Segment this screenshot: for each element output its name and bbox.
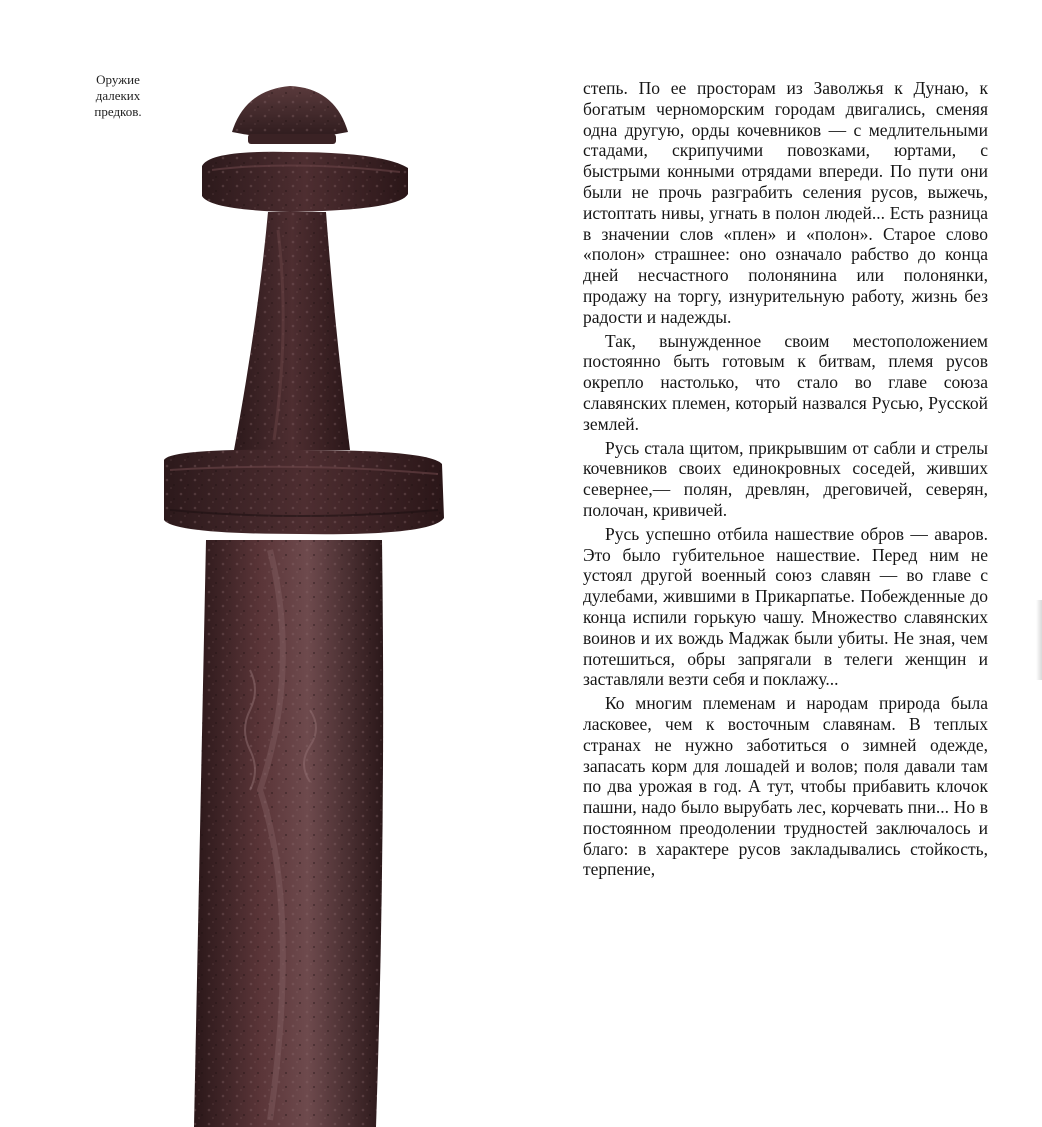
caption-line: предков. — [94, 104, 142, 119]
grip — [234, 212, 350, 450]
paragraph: Ко многим племенам и народам природа была ласковее, чем к восточным славянам. В теплых странах не нужно заботиться о зимней одежде, запасать корм для лошадей и волов; поля давали там по два урожая в год. А тут, чтобы прибавить клочок пашни, надо было вырубать лес, корчевать пни... Но в постоянном преодолении трудностей заключалось и благо: в характере русов закладывались стойкость, терпение, — [583, 693, 988, 880]
pommel — [202, 86, 408, 212]
sword-photo — [150, 70, 460, 1127]
blade — [194, 540, 383, 1127]
paragraph: Русь стала щитом, прикрывшим от сабли и стрелы кочевников своих единокровных соседей, живших севернее,— полян, древлян, дреговичей, северян, полочан, кривичей. — [583, 437, 988, 520]
figure-caption — [78, 72, 158, 120]
article-body — [583, 78, 988, 880]
paragraph: Так, вынужденное своим местоположением постоянно быть готовым к битвам, племя русов окрепло настолько, что стало во главе союза славянских племен, который назвался Русью, Русской землей. — [583, 330, 988, 434]
crossguard — [164, 450, 444, 534]
caption-line: далеких — [95, 88, 141, 103]
paragraph: степь. По ее просторам из Заволжья к Дунаю, к богатым черноморским городам двигались, сменяя одна другую, орды кочевников — с медлительными стадами, скрипучими повозками, юртами, с быстрыми конными отрядами впереди. По пути они были не прочь разграбить селения русов, выжечь, истоптать нивы, угнать в полон людей... Есть разница в значении слов «плен» и «полон». Старое слово «полон» страшнее: оно означало рабство до конца дней несчастного полонянина или полонянки, продажу на торгу, изнурительную работу, жизнь без радости и надежды. — [583, 78, 988, 327]
page-edge-shadow — [1036, 600, 1042, 680]
paragraph: Русь успешно отбила нашествие обров — аваров. Это было губительное нашествие. Перед ним не устоял другой военный союз славян — во главе с дулебами, жившими в Прикарпатье. Побежденные до конца испили горькую чашу. Множество славянских воинов и их вождь Маджак были убиты. Не зная, чем потешиться, обры запрягали в телеги женщин и заставляли везти себя и поклажу... — [583, 523, 988, 690]
caption-line: Оружие — [96, 72, 140, 87]
